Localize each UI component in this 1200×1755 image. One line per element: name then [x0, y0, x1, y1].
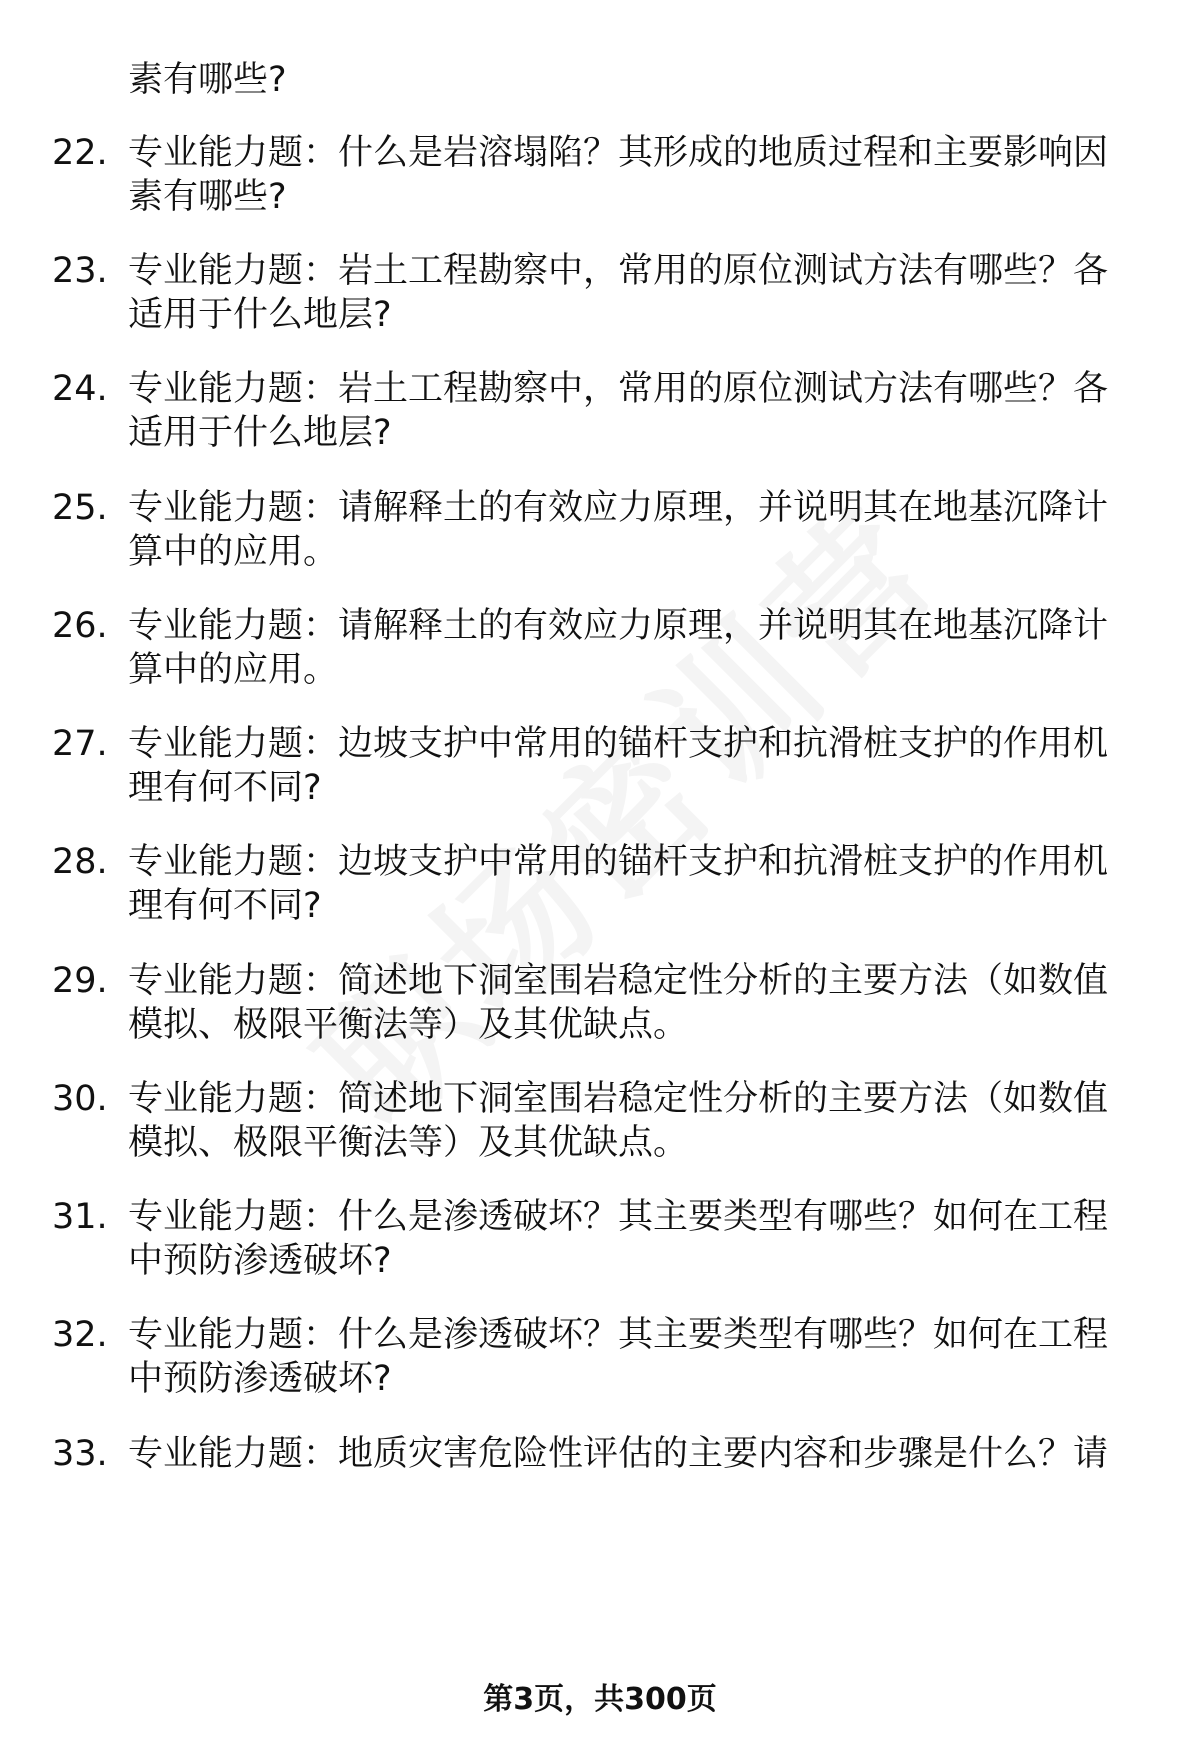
question-line: 专业能力题：请解释土的有效应力原理，并说明其在地基沉降计 — [128, 606, 1109, 646]
question-number: 25. — [52, 488, 108, 528]
question-line: 素有哪些? — [128, 177, 287, 217]
page-number-footer: 第3页，共300页 — [483, 1682, 717, 1717]
question-line: 中预防渗透破坏? — [128, 1241, 392, 1281]
question-line: 专业能力题：岩土工程勘察中，常用的原位测试方法有哪些？各 — [128, 369, 1109, 409]
question-line: 专业能力题：什么是渗透破坏？其主要类型有哪些？如何在工程 — [128, 1315, 1109, 1355]
question-line: 专业能力题：什么是渗透破坏？其主要类型有哪些？如何在工程 — [128, 1197, 1109, 1237]
continuation-text: 素有哪些? — [128, 60, 287, 100]
question-number: 30. — [52, 1079, 108, 1119]
question-line: 专业能力题：边坡支护中常用的锚杆支护和抗滑桩支护的作用机 — [128, 724, 1109, 764]
question-number: 28. — [52, 842, 108, 882]
question-number: 33. — [52, 1434, 108, 1474]
question-line: 专业能力题：请解释土的有效应力原理，并说明其在地基沉降计 — [128, 488, 1109, 528]
question-number: 22. — [52, 133, 108, 173]
question-line: 理有何不同? — [128, 886, 322, 926]
question-number: 27. — [52, 724, 108, 764]
question-line: 算中的应用。 — [128, 532, 339, 572]
question-line: 适用于什么地层? — [128, 295, 392, 335]
question-line: 专业能力题：简述地下洞室围岩稳定性分析的主要方法（如数值 — [128, 961, 1109, 1001]
question-number: 23. — [52, 251, 108, 291]
question-number: 32. — [52, 1315, 108, 1355]
question-line: 中预防渗透破坏? — [128, 1359, 392, 1399]
question-line: 专业能力题：边坡支护中常用的锚杆支护和抗滑桩支护的作用机 — [128, 842, 1109, 882]
question-line: 专业能力题：简述地下洞室围岩稳定性分析的主要方法（如数值 — [128, 1079, 1109, 1119]
question-number: 31. — [52, 1197, 108, 1237]
question-line: 专业能力题：岩土工程勘察中，常用的原位测试方法有哪些？各 — [128, 251, 1109, 291]
question-number: 29. — [52, 961, 108, 1001]
question-line: 理有何不同? — [128, 768, 322, 808]
question-line: 适用于什么地层? — [128, 413, 392, 453]
question-number: 26. — [52, 606, 108, 646]
question-line: 模拟、极限平衡法等）及其优缺点。 — [128, 1005, 689, 1045]
question-number: 24. — [52, 369, 108, 409]
question-line: 模拟、极限平衡法等）及其优缺点。 — [128, 1123, 689, 1163]
question-line: 算中的应用。 — [128, 650, 339, 690]
question-line: 专业能力题：什么是岩溶塌陷？其形成的地质过程和主要影响因 — [128, 133, 1109, 173]
question-line: 专业能力题：地质灾害危险性评估的主要内容和步骤是什么？请 — [128, 1434, 1109, 1474]
